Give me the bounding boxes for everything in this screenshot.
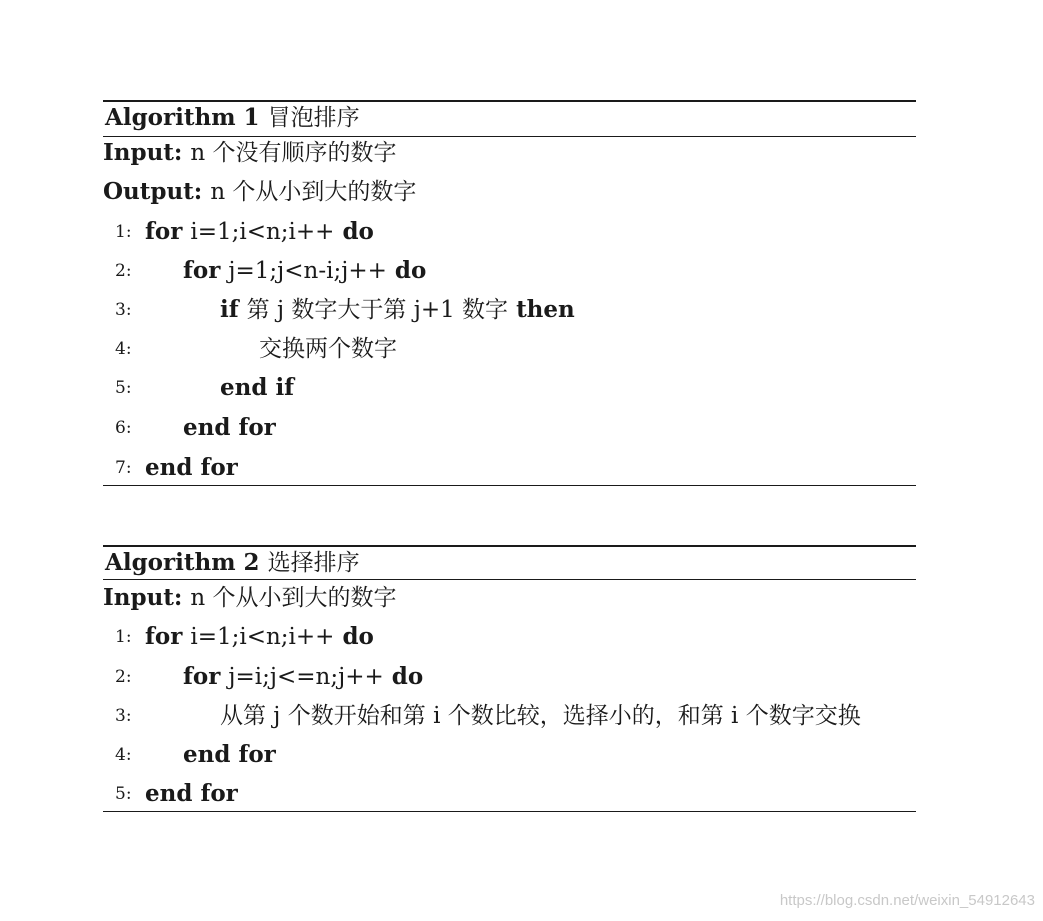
line-number: 3: xyxy=(115,706,132,726)
code-line xyxy=(183,256,426,286)
code-text: i=1;i<n;i++ xyxy=(190,219,335,245)
input-text: n 个没有顺序的数字 xyxy=(190,140,397,166)
keyword: then xyxy=(516,296,575,323)
line-number: 1: xyxy=(115,627,132,647)
code-text: 交换两个数字 xyxy=(259,336,397,362)
input-line xyxy=(103,138,397,168)
input-text: n 个从小到大的数字 xyxy=(190,585,397,611)
algorithm-heading xyxy=(105,103,360,133)
code-line xyxy=(183,662,423,692)
code-line xyxy=(259,334,397,364)
line-number: 2: xyxy=(115,261,132,281)
keyword: for xyxy=(145,218,183,245)
keyword: for xyxy=(183,663,221,690)
line-number: 4: xyxy=(115,339,132,359)
watermark: https://blog.csdn.net/weixin_54912643 xyxy=(779,892,1035,909)
keyword: do xyxy=(391,663,424,690)
algorithm-heading xyxy=(105,548,360,578)
code-line xyxy=(220,373,294,403)
keyword: end for xyxy=(183,741,276,768)
line-number: 3: xyxy=(115,300,132,320)
code-text: 第 j 数字大于第 j+1 数字 xyxy=(246,297,509,323)
line-number: 1: xyxy=(115,222,132,242)
bottom-rule xyxy=(103,485,916,486)
output-line xyxy=(103,177,416,207)
keyword: for xyxy=(183,257,221,284)
code-line xyxy=(183,740,276,770)
code-text: j=1;j<n-i;j++ xyxy=(228,258,387,284)
algorithm-title: 冒泡排序 xyxy=(267,105,360,131)
heading-rule xyxy=(103,136,916,137)
line-number: 6: xyxy=(115,418,132,438)
bottom-rule xyxy=(103,811,916,812)
code-text: 从第 j 个数开始和第 i 个数比较，选择小的，和第 i 个数字交换 xyxy=(220,703,861,729)
input-label: Input: xyxy=(103,139,183,166)
line-number: 7: xyxy=(115,458,132,478)
algorithm-label: Algorithm 2 xyxy=(105,549,260,576)
output-text: n 个从小到大的数字 xyxy=(210,179,417,205)
code-text: i=1;i<n;i++ xyxy=(190,624,335,650)
line-number: 5: xyxy=(115,378,132,398)
code-line xyxy=(183,413,276,443)
line-number: 5: xyxy=(115,784,132,804)
keyword: do xyxy=(342,218,374,245)
keyword: for xyxy=(145,623,183,650)
keyword: do xyxy=(342,623,374,650)
code-line xyxy=(145,622,374,652)
algorithm-label: Algorithm 1 xyxy=(105,104,260,131)
line-number: 4: xyxy=(115,745,132,765)
code-line xyxy=(145,453,238,483)
keyword: do xyxy=(394,257,427,284)
top-rule xyxy=(103,545,916,547)
code-line xyxy=(220,295,575,325)
code-line xyxy=(145,217,374,247)
output-label: Output: xyxy=(103,178,203,205)
keyword: if xyxy=(220,296,239,323)
top-rule xyxy=(103,100,916,102)
input-line xyxy=(103,583,397,613)
keyword: end for xyxy=(145,780,238,807)
line-number: 2: xyxy=(115,667,132,687)
algorithm-title: 选择排序 xyxy=(267,550,360,576)
code-line xyxy=(220,701,861,731)
code-line xyxy=(145,779,238,809)
heading-rule xyxy=(103,579,916,580)
keyword: end if xyxy=(220,374,295,401)
keyword: end for xyxy=(145,454,238,481)
code-text: j=i;j<=n;j++ xyxy=(228,664,384,690)
input-label: Input: xyxy=(103,584,183,611)
keyword: end for xyxy=(183,414,276,441)
